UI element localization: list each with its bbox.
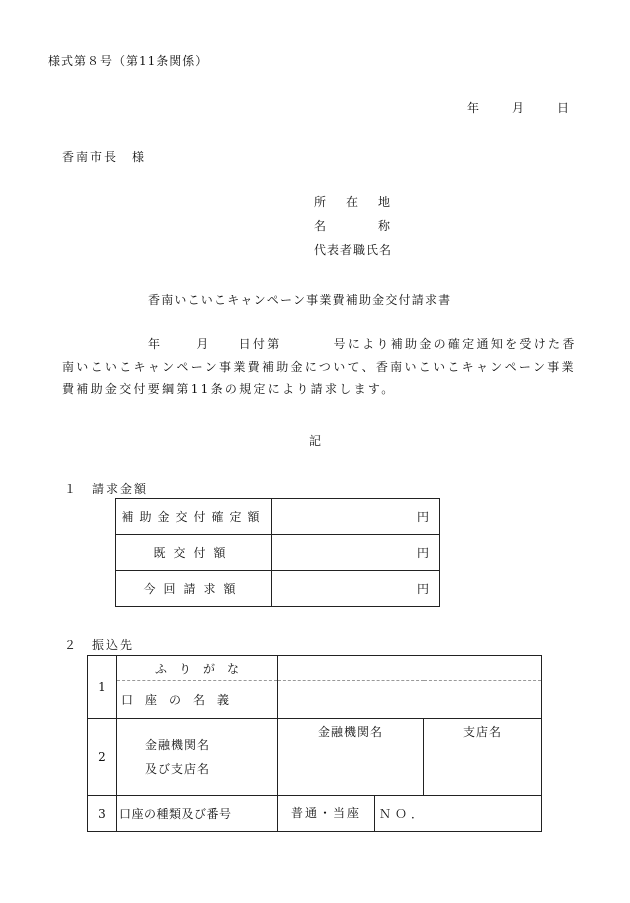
date-month: 月 [512,101,525,115]
table-row [116,571,440,607]
row-number-2: 2 [88,719,117,796]
account-number-prefix: ＮＯ． [379,807,428,821]
account-type-value: 普通・当座 [290,806,361,820]
form-number: 様式第８号（第11条関係） [48,54,209,68]
table-row [88,719,542,796]
addressee: 香南市長 様 [62,150,147,164]
document-title: 香南いこいこキャンペーン事業費補助金交付請求書 [148,293,452,307]
table-row [116,499,440,535]
row-number-3: 3 [88,796,117,832]
furigana-label [117,656,278,681]
amount-value-confirmed[interactable] [272,499,440,535]
amount-label-already: 既交付額 [116,535,272,571]
amount-value-already[interactable] [272,535,440,571]
bank-transfer-table [87,655,542,832]
body-text: 号により補助金の確定通知を受けた香南いこいこキャンペーン事業費補助金について、香南いこいこキャンペーン事業費補助金交付要綱第11条の規定により請求します。 [62,337,577,396]
bank-label-line2: 及び支店名 [145,762,211,776]
branch-name-header: 支店名 [462,725,502,739]
account-name-label [117,681,278,719]
applicant-address-label: 所 在 地 [314,195,395,209]
table-row [88,681,542,719]
bank-name-header: 金融機関名 [317,725,383,739]
amount-table [115,498,440,607]
date-year: 年 [467,101,480,115]
branch-name-field[interactable] [424,719,542,796]
bank-name-field[interactable] [278,719,424,796]
applicant-name-label: 名 称 [314,219,395,233]
yen-unit: 円 [416,582,429,596]
body-year: 年 [148,337,163,351]
bank-label-line1: 金融機関名 [145,738,211,752]
section1-heading: １ 請求金額 [64,482,149,496]
amount-label-confirmed: 補助金交付確定額 [116,499,272,535]
section2-heading: ２ 振込先 [64,638,135,652]
date-day: 日 [557,101,570,115]
account-name-text: 口 座 の 名 義 [121,693,230,707]
account-name-field[interactable] [278,681,542,719]
body-day-ref: 日付第 [238,337,282,351]
applicant-representative-label: 代表者職氏名 [314,243,393,257]
table-row [88,796,542,832]
table-row [88,656,542,681]
account-type-options[interactable] [278,796,375,831]
account-type-text: 口座の種類及び番号 [119,807,232,821]
furigana-text: ふ り が な [154,661,239,676]
yen-unit: 円 [416,546,429,560]
furigana-field[interactable] [278,656,542,681]
ki-heading: 記 [309,434,322,448]
amount-value-current[interactable] [272,571,440,607]
body-month: 月 [196,337,211,351]
bank-branch-label [117,719,278,796]
row-number-1: 1 [88,656,117,719]
amount-label-current: 今回請求額 [116,571,272,607]
table-row [116,535,440,571]
body-paragraph [62,333,582,401]
account-number-field[interactable] [278,796,542,832]
yen-unit: 円 [416,510,429,524]
account-type-label [117,796,278,832]
